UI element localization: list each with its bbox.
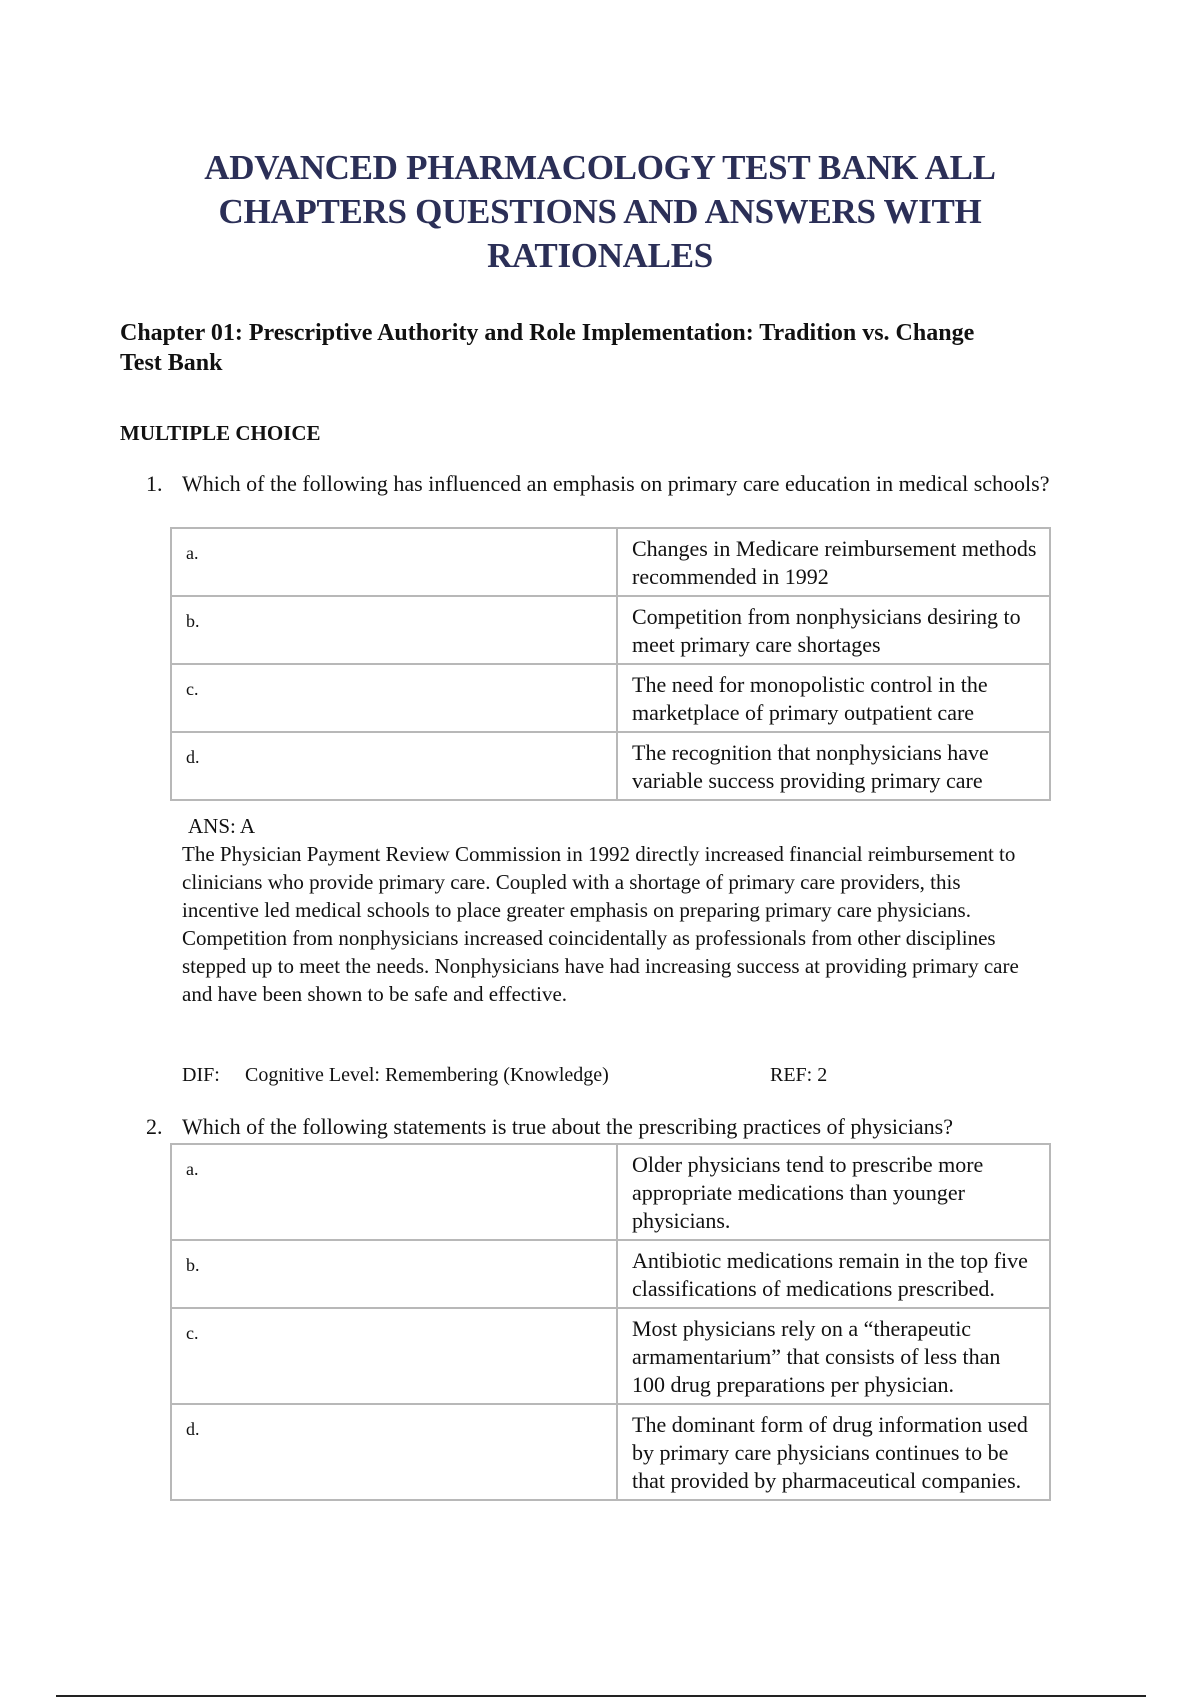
document-title [150,146,1050,278]
option-text: The recognition that nonphysicians have variable success providing primary care [617,732,1050,800]
option-row [171,1404,1050,1500]
option-letter: a. [171,528,617,596]
option-row [171,528,1050,596]
dif-value: Cognitive Level: Remembering (Knowledge) [245,1064,609,1086]
option-row [171,1308,1050,1404]
answer-block [182,812,1032,1008]
rationale: The Physician Payment Review Commission in 1992 directly increased financial reimbursement to clinicians who provide primary care. Coupled with a shortage of primary care providers, this incentive led medical schools to place greater emphasis on preparing primary care physicians. Competition from nonphysicians increased coincidentally as professionals from other disciplines stepped up to meet the needs. Nonphysicians have had increasing success at providing primary care and have been shown to be safe and effective. [182,842,1019,1006]
option-row [171,664,1050,732]
title-line: ADVANCED PHARMACOLOGY TEST BANK ALL [204,148,996,187]
question-number: 2. [146,1114,163,1139]
options-table [170,1143,1051,1501]
chapter-heading [120,318,1080,378]
option-row [171,1144,1050,1240]
option-letter: b. [171,596,617,664]
options-table [170,527,1051,801]
question-1 [146,470,1066,1086]
option-letter: c. [171,1308,617,1404]
dif-label: DIF: [182,1064,220,1086]
question-stem: Which of the following has influenced an emphasis on primary care education in medical schools? [182,471,1050,496]
title-line: RATIONALES [487,236,713,275]
option-text: Older physicians tend to prescribe more appropriate medications than younger physicians. [617,1144,1050,1240]
option-text: Changes in Medicare reimbursement methods recommended in 1992 [617,528,1050,596]
page-bottom-rule [56,1695,1146,1697]
option-text: Most physicians rely on a “therapeutic armamentarium” that consists of less than 100 drug preparations per physician. [617,1308,1050,1404]
option-letter: c. [171,664,617,732]
option-text: The need for monopolistic control in the marketplace of primary outpatient care [617,664,1050,732]
option-row [171,732,1050,800]
chapter-line: Test Bank [120,350,223,376]
option-letter: d. [171,1404,617,1500]
option-text: Competition from nonphysicians desiring to meet primary care shortages [617,596,1050,664]
option-letter: d. [171,732,617,800]
question-2 [146,1113,1066,1493]
title-line: CHAPTERS QUESTIONS AND ANSWERS WITH [218,192,982,231]
option-text: The dominant form of drug information used by primary care physicians continues to be that provided by pharmaceutical companies. [617,1404,1050,1500]
option-row [171,1240,1050,1308]
ref-label: REF: 2 [770,1064,828,1086]
option-row [171,596,1050,664]
section-heading: MULTIPLE CHOICE [120,421,321,445]
chapter-line: Chapter 01: Prescriptive Authority and Role Implementation: Tradition vs. Change [120,320,975,346]
option-letter: b. [171,1240,617,1308]
question-stem: Which of the following statements is true about the prescribing practices of physicians? [182,1114,953,1139]
answer-key: ANS: A [188,814,256,838]
option-letter: a. [171,1144,617,1240]
question-number: 1. [146,471,163,496]
option-text: Antibiotic medications remain in the top five classifications of medications prescribed. [617,1240,1050,1308]
